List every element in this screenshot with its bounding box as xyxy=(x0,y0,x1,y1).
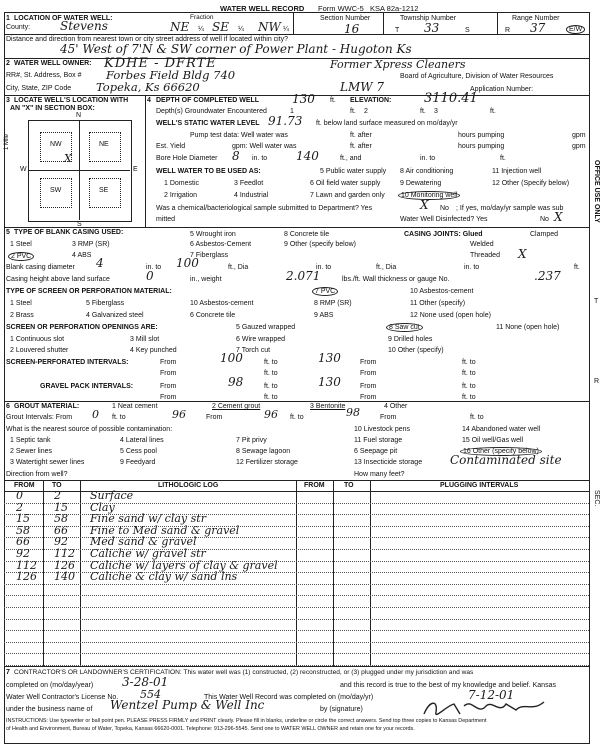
to-label: ft. to xyxy=(290,414,304,421)
quarter-3: NW xyxy=(258,20,281,34)
ft-dia: ft., Dia xyxy=(228,264,249,271)
from-label: From xyxy=(160,359,177,366)
distance-label: Distance and direction from nearest town or city street address of well if located within city? xyxy=(6,36,289,43)
s2-title: WATER WELL OWNER: xyxy=(14,60,92,67)
screen-from: 100 xyxy=(220,351,243,365)
elevation-label: ELEVATION: xyxy=(350,97,392,104)
perf-option: 5 Gauzed wrapped xyxy=(236,324,296,331)
cert-record: and this record is true to the best of my knowledge and belief. Kansas xyxy=(340,682,556,689)
from-label: From xyxy=(206,414,223,421)
screen-option: 10 Asbestos-cement xyxy=(190,300,254,307)
application-label: Application Number: xyxy=(470,86,534,93)
record-completed-label: This Water Well Record was completed on (mo/day/yr) xyxy=(204,694,374,701)
township-s: S xyxy=(465,27,470,34)
screen-option: 4 Galvanized steel xyxy=(86,312,144,319)
to-label: ft. to xyxy=(264,383,278,390)
range-value: 37 xyxy=(530,21,546,35)
log-from: 58 xyxy=(16,523,30,537)
contam-option: 5 Cess pool xyxy=(120,448,157,455)
casing-dia-to: 100 xyxy=(176,256,199,270)
section-value: 16 xyxy=(344,22,360,36)
disinfect-question: Water Well Disinfected? Yes xyxy=(400,216,488,223)
ksa-number: KSA 82a-1212 xyxy=(370,4,419,13)
after-label: ft. after xyxy=(350,143,372,150)
groundwater-label: Depth(s) Groundwater Encountered xyxy=(156,108,267,115)
s1-title: LOCATION OF WATER WELL: xyxy=(14,15,113,22)
from-label: From xyxy=(360,394,377,401)
log-to: 126 xyxy=(54,558,75,572)
office-use-label: OFFICE USE ONLY xyxy=(593,160,600,223)
joints-welded: Welded xyxy=(470,241,494,248)
screen-to: 130 xyxy=(318,351,341,365)
ft-dia: ft., Dia xyxy=(376,264,397,271)
log-from: 112 xyxy=(16,558,37,572)
contam-option: 4 Lateral lines xyxy=(120,437,164,444)
grout-intervals-label: Grout Intervals: From xyxy=(6,414,73,421)
instructions: INSTRUCTIONS: Use typewriter or ball point pen. PLEASE PRESS FIRMLY and PRINT clearly. Please fill in blanks, underline or circle the correct answers. Send top three copies to Kansas Department xyxy=(6,718,487,724)
perf-option: 6 Wire wrapped xyxy=(236,336,286,343)
static-label: WELL'S STATIC WATER LEVEL xyxy=(156,120,260,127)
s1-number: 1 xyxy=(6,15,10,22)
log-desc: Clay xyxy=(90,500,115,514)
log-desc: Fine sand w/ clay str xyxy=(90,512,206,526)
ne-label: NE xyxy=(99,141,109,148)
from-label: From xyxy=(160,370,177,377)
s3-number: 3 xyxy=(6,97,10,104)
use-option-selected: 10 Monitoring well xyxy=(398,191,460,200)
log-row-line xyxy=(4,653,589,654)
bore-label: Bore Hole Diameter xyxy=(156,155,218,162)
casing-weight-value: 2.071 xyxy=(286,269,321,283)
log-from: 0 xyxy=(16,489,23,502)
depth-label: DEPTH OF COMPLETED WELL xyxy=(156,97,260,104)
grout-option: 4 Other xyxy=(384,403,408,410)
grout-to: 96 xyxy=(172,408,186,421)
grout-to-2: 98 xyxy=(346,406,360,419)
use-title: WELL WATER TO BE USED AS: xyxy=(156,168,261,175)
chem-tail: ; If yes, mo/day/yr sample was sub xyxy=(456,205,564,212)
grout-option-selected: 2 Cement grout xyxy=(212,403,261,410)
ft-unit: ft. xyxy=(350,108,356,115)
rule xyxy=(4,401,589,402)
contam-option: 14 Abandoned water well xyxy=(462,426,541,433)
gravel-from: 98 xyxy=(228,375,244,389)
hours-label: hours pumping xyxy=(458,143,505,150)
elevation-value: 3110.41 xyxy=(424,91,478,106)
direction-label: Direction from well? xyxy=(6,471,68,478)
screen-option: 2 Brass xyxy=(10,312,34,319)
in-to: in. to xyxy=(146,264,162,271)
west-label: W xyxy=(20,166,27,173)
joints-threaded: Threaded xyxy=(470,252,500,259)
to-label: ft. to xyxy=(264,370,278,377)
gpm-label: gpm xyxy=(572,132,586,139)
contam-option: 11 Fuel storage xyxy=(354,437,403,444)
gpm-label: gpm xyxy=(572,143,586,150)
log-to: 140 xyxy=(54,570,75,584)
grout-title: GROUT MATERIAL: xyxy=(14,403,80,410)
quarter-2: SE xyxy=(212,20,229,34)
from-label: From xyxy=(160,383,177,390)
contam-option: 6 Seepage pit xyxy=(354,448,398,455)
contam-option: 13 Insecticide storage xyxy=(354,459,423,466)
form-number: Form WWC-5 xyxy=(318,4,364,13)
chem-no: No xyxy=(440,205,449,212)
gw-1: 1 xyxy=(290,108,294,115)
log-row-line xyxy=(4,630,589,631)
owner-value: KDHE - DFRTE xyxy=(104,56,217,71)
gravel-intervals-label: GRAVEL PACK INTERVALS: xyxy=(40,383,134,390)
to-label: ft. to xyxy=(112,414,126,421)
screen-option: 1 Steel xyxy=(10,300,32,307)
perf-option: 7 Torch cut xyxy=(236,347,271,354)
ft-unit: ft. xyxy=(330,97,336,104)
log-from: 66 xyxy=(16,535,30,549)
perf-option: 2 Louvered shutter xyxy=(10,347,69,354)
county-value: Stevens xyxy=(60,19,108,33)
divider xyxy=(145,95,146,227)
rule xyxy=(4,34,589,35)
log-row-line xyxy=(4,595,589,596)
log-desc: Caliche w/ gravel str xyxy=(90,547,206,560)
disinfect-no: No xyxy=(540,216,549,223)
use-option: 7 Lawn and garden only xyxy=(310,192,385,199)
s2-number: 2 xyxy=(6,60,10,67)
perf-option-selected: 8 Saw cut xyxy=(386,323,423,332)
signature-label: by (signature) xyxy=(320,706,363,713)
plug-to-header: TO xyxy=(344,482,354,489)
perf-title: SCREEN OR PERFORATION OPENINGS ARE: xyxy=(6,324,158,331)
use-option: 6 Oil field water supply xyxy=(310,180,381,187)
perf-option: 11 None (open hole) xyxy=(496,324,560,331)
from-label: From xyxy=(360,370,377,377)
range-label: Range Number xyxy=(512,15,560,22)
log-desc: Fine to Med sand & gravel xyxy=(90,523,240,537)
log-to: 58 xyxy=(54,512,68,526)
use-option: 9 Dewatering xyxy=(400,180,442,187)
perf-option: 4 Key punched xyxy=(130,347,177,354)
screen-option: 11 Other (specify) xyxy=(410,300,466,307)
log-desc: Med sand & gravel xyxy=(90,535,197,549)
chem-mitted: mitted xyxy=(156,216,176,223)
section-label: Section Number xyxy=(320,15,371,22)
side-divider xyxy=(589,12,590,742)
township-label: Township Number xyxy=(400,15,457,22)
joints-label: CASING JOINTS: Glued xyxy=(404,231,483,238)
screen-option: 5 Fiberglass xyxy=(86,300,125,307)
section-box-horizontal xyxy=(28,170,130,171)
yield-unit: gpm: Well water was xyxy=(232,143,297,150)
contam-option: 12 Fertilizer storage xyxy=(236,459,298,466)
ft-unit: ft. xyxy=(500,155,506,162)
owner-note: Former Xpress Cleaners xyxy=(330,58,466,71)
depth-value: 130 xyxy=(292,92,315,106)
log-row-line xyxy=(4,619,589,620)
divider xyxy=(497,12,498,34)
log-from: 15 xyxy=(16,512,30,526)
divider xyxy=(293,12,294,34)
board-label: Board of Agriculture, Division of Water Resources xyxy=(400,73,554,80)
contam-option: 2 Sewer lines xyxy=(10,448,53,455)
grout-from-2: 96 xyxy=(264,408,278,421)
bore-value: 8 xyxy=(232,149,240,163)
bore-in: in. to xyxy=(252,155,268,162)
log-litho-header: LITHOLOGIC LOG xyxy=(158,482,219,489)
cert-number: 7 xyxy=(6,669,10,676)
casing-height-value: 0 xyxy=(146,269,154,283)
use-option: 11 Injection well xyxy=(492,168,542,175)
s5-number: 5 xyxy=(6,229,10,236)
record-completed-value: 7-12-01 xyxy=(468,688,515,702)
to-label: ft. to xyxy=(462,394,476,401)
log-to: 92 xyxy=(54,535,68,549)
use-option: 1 Domestic xyxy=(164,180,200,187)
address-label: RR#, St. Address, Box # xyxy=(6,72,82,79)
range-r: R xyxy=(505,27,511,34)
business-value: Wentzel Pump & Well Inc xyxy=(110,698,265,712)
gw-2: 2 xyxy=(364,108,368,115)
wall-label: lbs./ft. Wall thickness or gauge No. xyxy=(342,276,450,283)
log-from: 92 xyxy=(16,547,30,560)
screen-intervals-label: SCREEN-PERFORATED INTERVALS: xyxy=(6,359,129,366)
se-label: SE xyxy=(99,187,109,194)
wall-value: .237 xyxy=(534,269,561,283)
casing-option: 6 Asbestos-Cement xyxy=(190,241,252,248)
pump-label: Pump test data: Well water was xyxy=(190,132,288,139)
log-desc: Caliche w/ layers of clay & gravel xyxy=(90,558,278,572)
to-label: ft. to xyxy=(470,414,484,421)
from-label: From xyxy=(360,359,377,366)
grout-option-selected: 3 Bentonite xyxy=(310,403,346,410)
divider xyxy=(383,12,384,34)
license-value: 554 xyxy=(140,688,161,701)
city-label: City, State, ZIP Code xyxy=(6,85,72,92)
log-to: 2 xyxy=(54,489,61,502)
use-option: 3 Feedlot xyxy=(234,180,264,187)
location-x-mark: X xyxy=(64,152,72,165)
joints-clamped: Clamped xyxy=(530,231,559,238)
plug-header: PLUGGING INTERVALS xyxy=(440,482,519,489)
east-label: E xyxy=(133,166,138,173)
contam-option-selected: 16 Other (specify below) xyxy=(460,447,542,456)
in-to: in. to xyxy=(420,155,436,162)
log-from-header: FROM xyxy=(14,482,35,489)
perf-option: 1 Continuous slot xyxy=(10,336,65,343)
grout-option: 1 Neat cement xyxy=(112,403,158,410)
casing-option-selected: 2 PVC xyxy=(8,252,34,261)
contam-label: What is the nearest source of possible contamination: xyxy=(6,426,173,433)
fraction-label: Fraction xyxy=(190,14,214,21)
log-to: 112 xyxy=(54,547,75,560)
casing-option: 4 ABS xyxy=(72,252,92,259)
ft-unit: ft. xyxy=(574,264,580,271)
contam-option: 10 Livestock pens xyxy=(354,426,411,433)
log-row-line xyxy=(4,584,589,585)
after-label: ft. after xyxy=(350,132,372,139)
in-to: in. to xyxy=(316,264,332,271)
casing-option: 7 Fiberglass xyxy=(190,252,229,259)
sw-label: SW xyxy=(50,187,62,194)
casing-dia-label: Blank casing diameter xyxy=(6,264,75,271)
log-to: 15 xyxy=(54,500,68,514)
south-label: S xyxy=(77,221,82,228)
contam-option: 15 Oil well/Gas well xyxy=(462,437,524,444)
casing-option: 5 Wrought iron xyxy=(190,231,236,238)
contam-option: 7 Pit privy xyxy=(236,437,267,444)
in-to: in. to xyxy=(464,264,480,271)
screen-title: TYPE OF SCREEN OR PERFORATION MATERIAL: xyxy=(6,288,172,295)
township-value: 33 xyxy=(424,21,440,35)
casing-weight-label: in., weight xyxy=(190,276,222,283)
use-option: 5 Public water supply xyxy=(320,168,387,175)
log-row-line xyxy=(4,607,589,608)
cert-completed-label: completed on (mo/day/year) xyxy=(6,682,94,689)
contam-option: 9 Feedyard xyxy=(120,459,156,466)
casing-option: 8 Concrete tile xyxy=(284,231,330,238)
nw-label: NW xyxy=(50,141,62,148)
ft-and: ft., and xyxy=(340,155,362,162)
mile-label: 1 Mile xyxy=(4,133,10,150)
s4-number: 4 xyxy=(147,97,151,104)
screen-option: 6 Concrete tile xyxy=(190,312,236,319)
yield-label: Est. Yield xyxy=(156,143,186,150)
how-many-label: How many feet? xyxy=(354,471,405,478)
log-row-line xyxy=(4,642,589,643)
from-label: From xyxy=(160,394,177,401)
application-value: LMW 7 xyxy=(340,80,385,94)
to-label: ft. to xyxy=(462,370,476,377)
quarter-1: NE xyxy=(170,20,190,34)
quarter-mark: ¼ xyxy=(283,26,289,33)
license-label: Water Well Contractor's License No. xyxy=(6,694,119,701)
contam-option: 3 Watertight sewer lines xyxy=(10,459,85,466)
screen-option: 10 Asbestos-cement xyxy=(410,288,474,295)
chem-question: Was a chemical/bacteriological sample submitted to Department? Yes xyxy=(156,205,373,212)
use-option: 4 Industrial xyxy=(234,192,269,199)
screen-option: 12 None used (open hole) xyxy=(410,312,491,319)
s6-number: 6 xyxy=(6,403,10,410)
range-ew: E/W xyxy=(566,25,585,34)
screen-option: 9 ABS xyxy=(314,312,334,319)
cert-completed-value: 3-28-01 xyxy=(122,675,169,689)
quarter-mark: ¼ xyxy=(198,26,204,33)
contam-value: Contaminated site xyxy=(450,453,562,467)
side-t-label: T xyxy=(594,298,599,305)
gw-3: 3 xyxy=(434,108,438,115)
static-value: 91.73 xyxy=(268,114,303,128)
casing-height-label: Casing height above land surface xyxy=(6,276,110,283)
address-value: Forbes Field Bldg 740 xyxy=(106,68,236,82)
side-r-label: R xyxy=(594,378,600,385)
threaded-mark: X xyxy=(518,247,527,261)
log-desc: Caliche & clay w/ sand lns xyxy=(90,570,238,584)
business-label: under the business name of xyxy=(6,706,93,713)
ft-unit: ft. xyxy=(490,108,496,115)
gravel-to: 130 xyxy=(318,375,341,389)
cert-text: CONTRACTOR'S OR LANDOWNER'S CERTIFICATION: This water well was (1) constructed, (2) reconstructed, or (3) plugged under my jurisdiction and was xyxy=(14,669,474,676)
rule xyxy=(4,227,589,228)
rule xyxy=(4,666,589,667)
quarter-mark: ¼ xyxy=(238,26,244,33)
s5-title: TYPE OF BLANK CASING USED: xyxy=(14,229,124,236)
grout-from: 0 xyxy=(92,408,99,421)
use-option: 12 Other (Specify below) xyxy=(492,180,570,187)
instructions-2: of Health and Environment, Bureau of Water, Topeka, Kansas 66620-0001. Telephone: 913-296-5545. Send one to WATER WELL OWNER and retain one for your records. xyxy=(6,726,415,732)
casing-dia-value: 4 xyxy=(96,256,104,270)
from-label: From xyxy=(360,383,377,390)
casing-option: 9 Other (specify below) xyxy=(284,241,356,248)
township-t: T xyxy=(395,27,400,34)
side-sec-label: SEC. xyxy=(593,490,600,507)
screen-option: 8 RMP (SR) xyxy=(314,300,352,307)
s3-title: LOCATE WELL'S LOCATION WITH xyxy=(14,97,129,104)
bore-to-value: 140 xyxy=(296,149,319,163)
hours-label: hours pumping xyxy=(458,132,505,139)
contam-option: 8 Sewage lagoon xyxy=(236,448,291,455)
log-desc: Surface xyxy=(90,489,134,502)
perf-option: 9 Drilled holes xyxy=(388,336,433,343)
to-label: ft. to xyxy=(264,359,278,366)
rule xyxy=(4,58,589,59)
perf-option: 3 Mill slot xyxy=(130,336,160,343)
form-title: WATER WELL RECORD xyxy=(220,4,305,13)
county-label: County: xyxy=(6,24,31,31)
to-label: ft. to xyxy=(462,383,476,390)
log-to-header: TO xyxy=(52,482,62,489)
casing-option: 3 RMP (SR) xyxy=(72,241,110,248)
north-label: N xyxy=(76,112,82,119)
log-from: 126 xyxy=(16,570,37,584)
log-from: 2 xyxy=(16,500,23,514)
casing-option: 1 Steel xyxy=(10,241,32,248)
from-label: From xyxy=(380,414,397,421)
log-to: 66 xyxy=(54,523,68,537)
screen-option-selected: 7 PVC xyxy=(312,287,338,296)
s3-title2: AN "X" IN SECTION BOX: xyxy=(10,105,95,112)
use-option: 8 Air conditioning xyxy=(400,168,454,175)
contam-option: 1 Septic tank xyxy=(10,437,51,444)
city-value: Topeka, Ks 66620 xyxy=(96,80,200,94)
plug-from-header: FROM xyxy=(304,482,325,489)
chem-no-mark: X xyxy=(420,198,429,212)
static-tail: ft. below land surface measured on mo/day/yr xyxy=(316,120,458,127)
disinfect-no-mark: X xyxy=(554,210,563,224)
use-option: 2 Irrigation xyxy=(164,192,198,199)
ft-unit: ft. xyxy=(420,108,426,115)
distance-value: 45' West of 7'N & SW corner of Power Plant - Hugoton Ks xyxy=(60,42,412,56)
perf-option: 10 Other (specify) xyxy=(388,347,444,354)
to-label: ft. to xyxy=(264,394,278,401)
to-label: ft. to xyxy=(462,359,476,366)
